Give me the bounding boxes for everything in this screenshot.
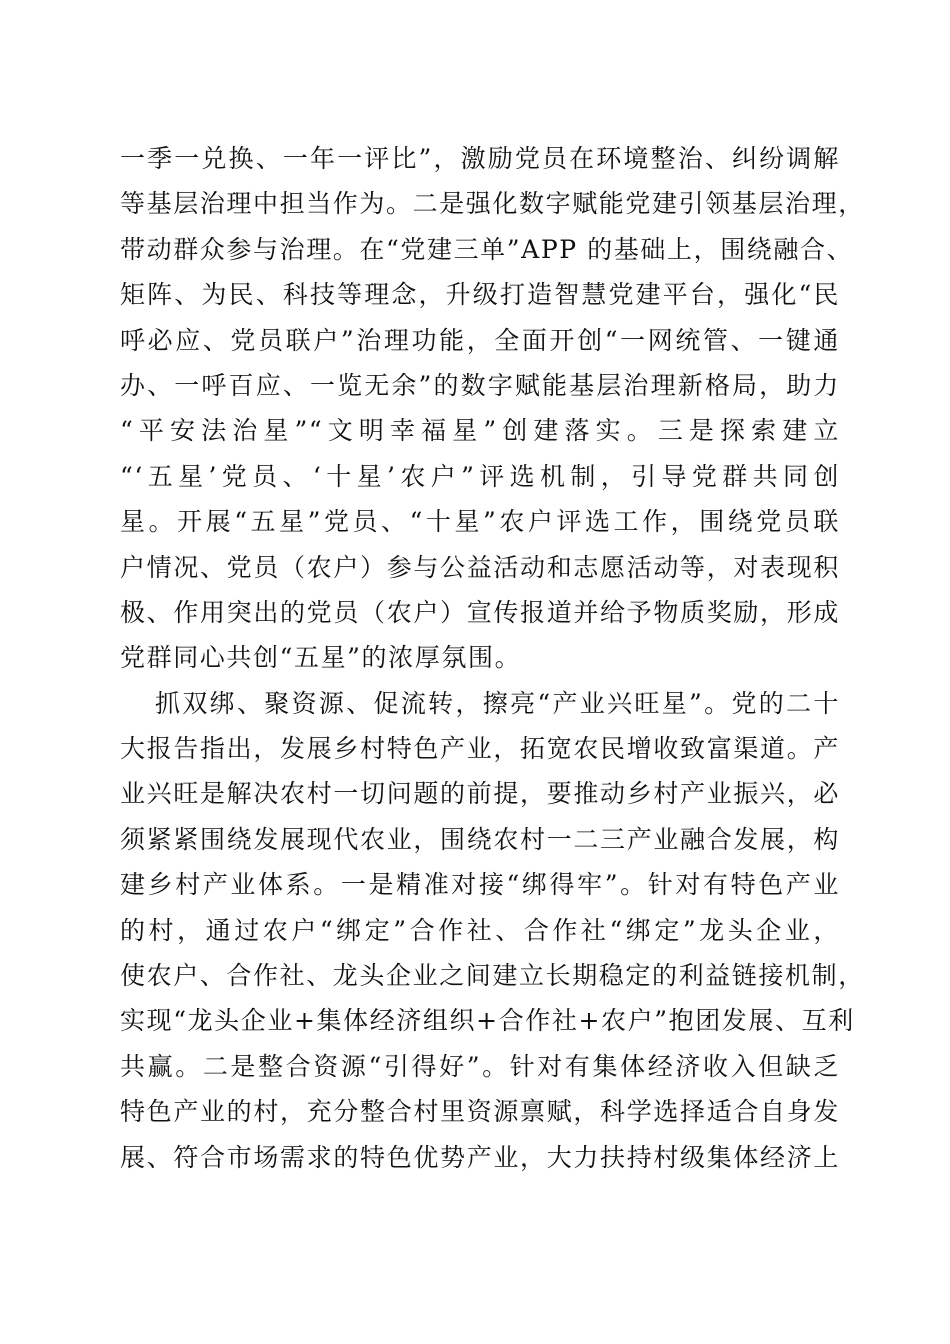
text-line: 大报告指出，发展乡村特色产业，拓宽农民增收致富渠道。产: [120, 734, 840, 764]
body-text: [120, 136, 865, 1180]
text-line: 户情况、党员（农户）参与公益活动和志愿活动等，对表现积: [120, 552, 840, 582]
text-line: 矩阵、为民、科技等理念，升级打造智慧党建平台，强化“民: [120, 280, 840, 310]
paragraph-2: [120, 681, 865, 1180]
text-line: 展、符合市场需求的特色优势产业，大力扶持村级集体经济上: [120, 1142, 840, 1172]
text-line: 极、作用突出的党员（农户）宣传报道并给予物质奖励，形成: [120, 597, 840, 627]
text-line: “平安法治星”“文明幸福星”创建落实。三是探索建立: [120, 416, 840, 446]
text-line: 须紧紧围绕发展现代农业，围绕农村一二三产业融合发展，构: [120, 824, 840, 854]
text-line: 一季一兑换、一年一评比”，激励党员在环境整治、纠纷调解: [120, 144, 840, 173]
text-line: “‘五星’党员、‘十星’农户”评选机制，引导党群共同创: [120, 461, 840, 491]
text-line: 业兴旺是解决农村一切问题的前提，要推动乡村产业振兴，必: [120, 779, 840, 809]
text-line: 抓双绑、聚资源、促流转，擦亮“产业兴旺星”。党的二十: [155, 688, 840, 718]
text-line: 星。开展“五星”党员、“十星”农户评选工作，围绕党员联: [120, 507, 840, 537]
text-line: 建乡村产业体系。一是精准对接“绑得牢”。针对有特色产业: [120, 870, 840, 900]
paragraph-1: [120, 136, 865, 681]
text-line: 的村，通过农户“绑定”合作社、合作社“绑定”龙头企业，: [120, 915, 840, 945]
text-line: 实现“龙头企业+集体经济组织+合作社+农户”抱团发展、互利: [120, 1006, 855, 1036]
text-line: 党群同心共创“五星”的浓厚氛围。: [120, 643, 522, 673]
text-line: 共赢。二是整合资源“引得好”。针对有集体经济收入但缺乏: [120, 1051, 840, 1081]
text-line: 呼必应、党员联户”治理功能，全面开创“一网统管、一键通: [120, 325, 840, 355]
text-line: 使农户、合作社、龙头企业之间建立长期稳定的利益链接机制，: [120, 961, 865, 991]
text-line: 带动群众参与治理。在“党建三单”APP 的基础上，围绕融合、: [120, 234, 854, 264]
text-line: 办、一呼百应、一览无余”的数字赋能基层治理新格局，助力: [120, 370, 840, 400]
text-line: 特色产业的村，充分整合村里资源禀赋，科学选择适合自身发: [120, 1097, 840, 1127]
text-line: 等基层治理中担当作为。二是强化数字赋能党建引领基层治理，: [120, 189, 865, 219]
